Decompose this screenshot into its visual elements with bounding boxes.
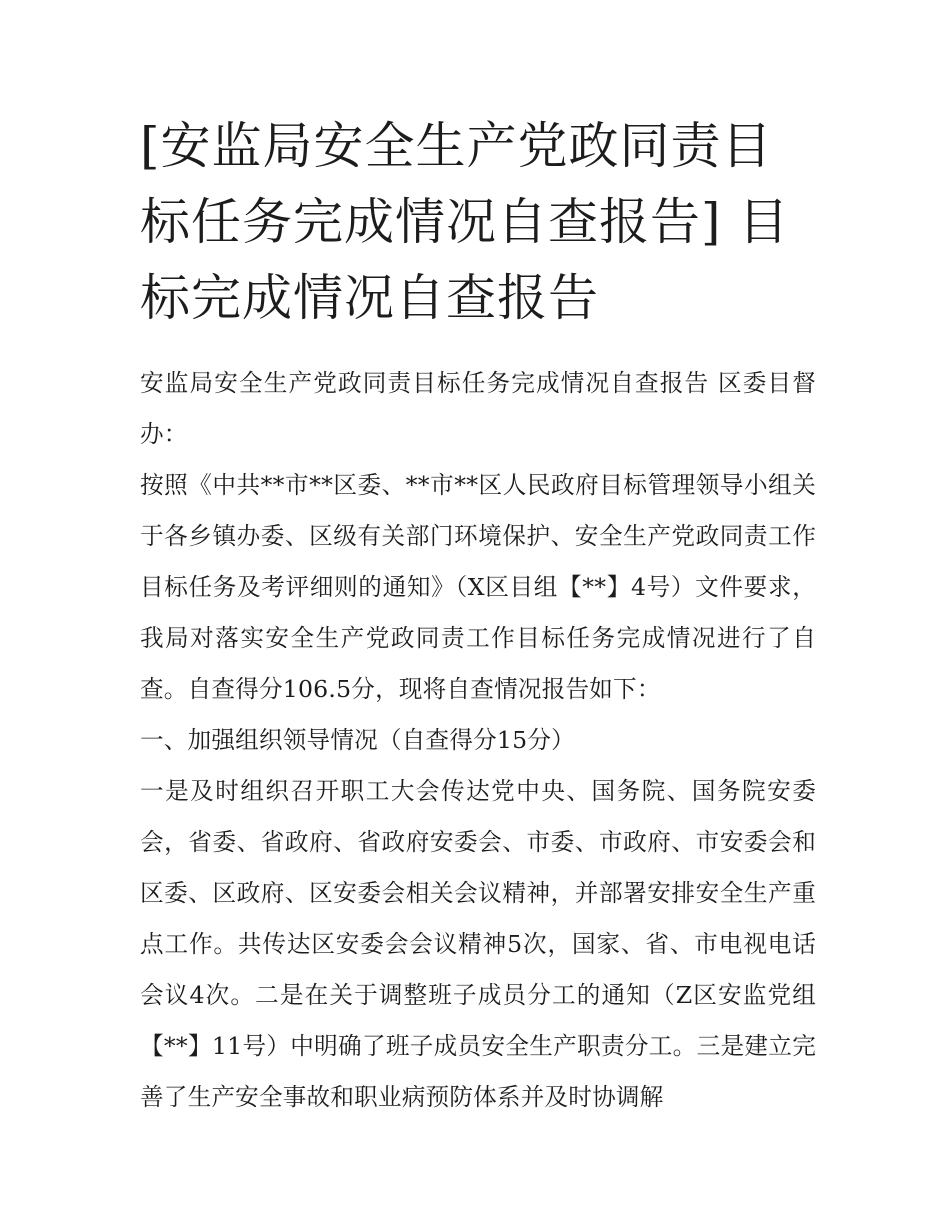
section-heading-1: 一、加强组织领导情况（自查得分15分） [140,726,575,754]
paragraph-section-1: 一是及时组织召开职工大会传达党中央、国务院、国务院安委会，省委、省政府、省政府安委会、市委、市政府、市安委会和区委、区政府、区安委会相关会议精神，并部署安排安全生产重点工作。共传达区安委会会议精神5次，国家、省、市电视电话会议4次。二是在关于调整班子成员分工的通知（Z区安监党组【**】11号）中明确了班子成员安全生产职责分工。三是建立完善了生产安全事故和职业病预防体系并及时协调解 [140,777,816,1111]
document-body [140,358,816,1123]
paragraph-intro: 按照《中共**市**区委、**市**区人民政府目标管理领导小组关于各乡镇办委、区级有关部门环境保护、安全生产党政同责工作目标任务及考评细则的通知》（X区目组【**】4号）文件要求，我局对落实安全生产党政同责工作目标任务完成情况进行了自查。自查得分106.5分，现将自查情况报告如下： [140,471,816,703]
paragraph-addressee: 安监局安全生产党政同责目标任务完成情况自查报告 区委目督办： [140,369,816,448]
document-title: [安监局安全生产党政同责目标任务完成情况自查报告] 目标完成情况自查报告 [140,117,790,327]
